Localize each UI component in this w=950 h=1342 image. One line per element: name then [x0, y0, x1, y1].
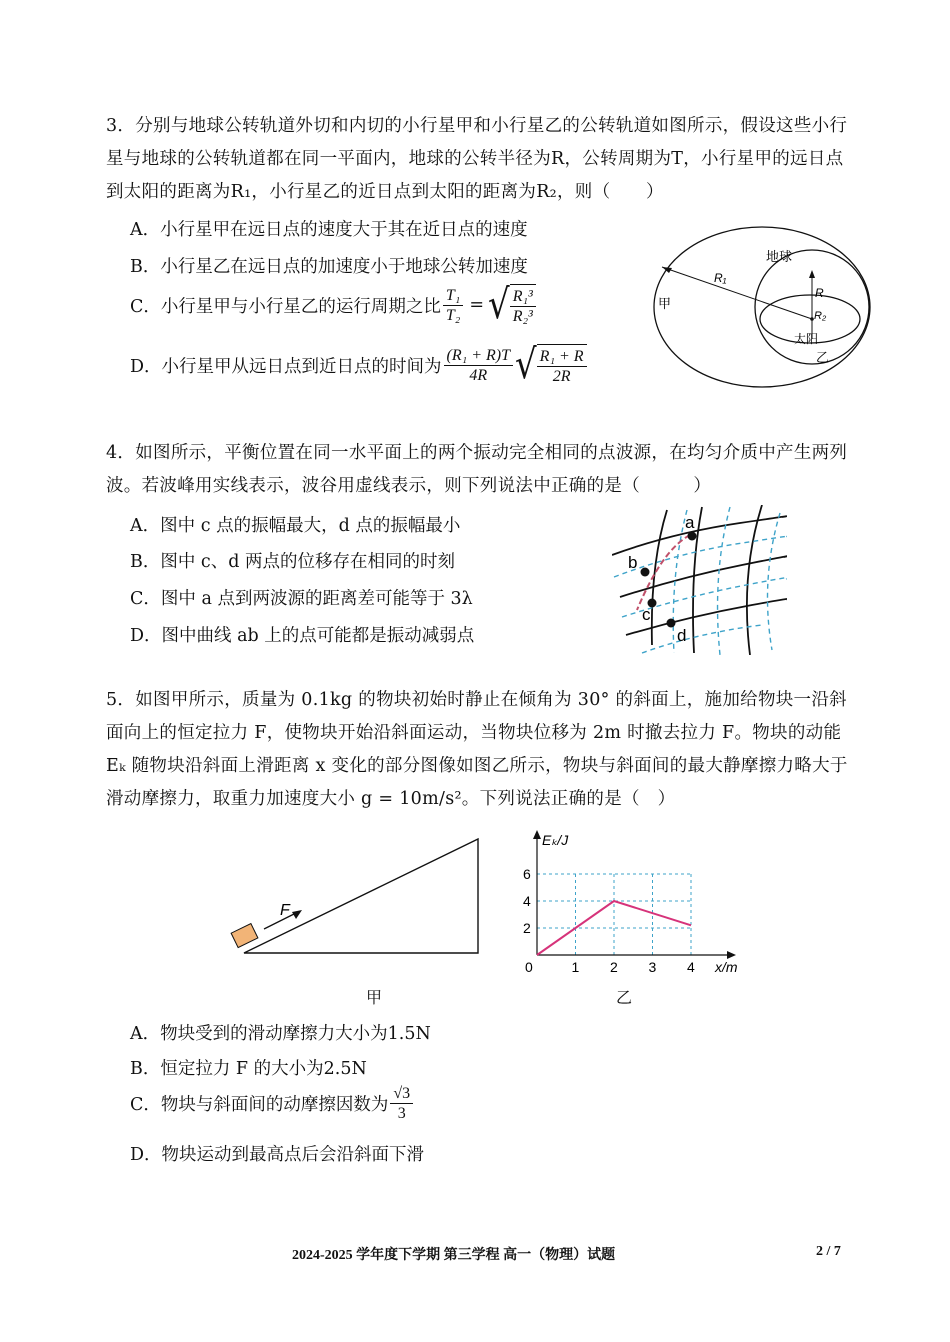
chart-grid [537, 874, 691, 955]
q4-option-a: A．图中 c 点的振幅最大，d 点的振幅最小 [130, 516, 461, 536]
q4-option-c: C．图中 a 点到两波源的距离差可能等于 3λ [130, 589, 473, 609]
earth-label: 地球 [766, 249, 793, 264]
incline [244, 839, 478, 953]
frac-numerator: √3 [390, 1084, 413, 1104]
q4-stem: 4．如图所示，平衡位置在同一水平面上的两个振动完全相同的点波源，在均匀介质中产生两列波。若波峰用实线表示，波谷用虚线表示，则下列说法中正确的是（ ） [106, 443, 848, 496]
point-b [641, 568, 650, 577]
origin-label: 0 [525, 959, 533, 975]
point-d [667, 619, 676, 628]
label-d: d [677, 626, 687, 645]
sqrt-denominator: R₂³ [512, 308, 533, 325]
label-c: c [642, 605, 651, 624]
orbit-diagram [650, 222, 875, 392]
x-tick-label: 4 [687, 959, 695, 975]
q3-option-d-sqrt: √ $\frac{\text{R₁ + R}}{2R}$ [515, 344, 587, 386]
sqrt-numerator: R₁ + R [537, 347, 587, 367]
sqrt-denominator: 2R [552, 368, 571, 385]
r1-line [662, 267, 812, 319]
frac-denominator: 3 [397, 1105, 406, 1122]
q3-option-d [130, 341, 587, 389]
x-tick-label: 2 [610, 959, 618, 975]
footer-title: 2024-2025 学年度下学期 第三学程 高一（物理）试题 [292, 1248, 616, 1263]
q5-option-c [130, 1084, 415, 1123]
yi-label: 乙 [816, 350, 830, 365]
q3-stem: 3．分别与地球公转轨道外切和内切的小行星甲和小行星乙的公转轨道如图所示，假设这些小行星与地球的公转轨道都在同一平面内，地球的公转半径为R，公转周期为T，小行星甲的远日点到太阳的距离为R₁，小行星乙的近日点到太阳的距离为R₂，则（ ） [106, 116, 848, 202]
trough-line-3 [642, 625, 762, 653]
fig-yi-label: 乙 [616, 988, 633, 1007]
q5-option-d: D．物块运动到最高点后会沿斜面下滑 [130, 1145, 425, 1165]
trough-line-1 [614, 536, 787, 577]
q3-option-c: C．小行星甲与小行星乙的运行周期之比 $\frac{\text{T₁}}{\text{T₂}}$ = √ $\frac{\text{R₁³}}{\text{R₂³}}$ [130, 284, 536, 326]
block [231, 924, 258, 948]
x-axis-label: x/m [715, 959, 738, 975]
label-a: a [685, 513, 695, 532]
q4-option-b: B．图中 c、d 两点的位移存在相同的时刻 [130, 552, 455, 572]
orbit-jia [654, 227, 870, 387]
incline-diagram [230, 833, 490, 963]
r-arrow [809, 270, 815, 278]
q4-option-d: D．图中曲线 ab 上的点可能都是振动减弱点 [130, 626, 475, 646]
wave-diagram [612, 505, 787, 655]
frac-numerator: T₁ [443, 286, 463, 306]
q3-option-d-fraction [444, 346, 513, 385]
y-axis-arrow [533, 830, 541, 839]
trough-line-5 [718, 507, 730, 655]
q5-option-c-fraction [390, 1084, 413, 1123]
x-tick-label: 1 [571, 959, 580, 975]
q5-option-b: B．恒定拉力 F 的大小为2.5N [130, 1059, 367, 1079]
r2-label: R₂ [814, 310, 827, 322]
q3-option-c-sqrt: √ $\frac{\text{R₁³}}{\text{R₂³}}$ [488, 284, 536, 326]
x-tick-label: 3 [648, 959, 657, 975]
page-number: 2 / 7 [816, 1244, 841, 1259]
y-axis-label: Eₖ/J [542, 832, 569, 848]
r1-arrow [662, 267, 672, 273]
trough-line-6 [768, 513, 781, 650]
force-arrowhead [292, 910, 302, 919]
y-tick-label: 4 [523, 893, 531, 909]
chart-ticks [523, 866, 695, 975]
q3-option-a: A．小行星甲在远日点的速度大于其在近日点的速度 [130, 220, 528, 240]
y-tick-label: 6 [523, 866, 531, 882]
q3-option-c-fraction [443, 286, 463, 325]
q5-option-a: A．物块受到的滑动摩擦力大小为1.5N [130, 1024, 431, 1044]
frac-denominator: T₂ [445, 306, 461, 324]
fig-jia-label: 甲 [366, 988, 383, 1007]
force-label: F [280, 902, 290, 919]
q5-stem: 5．如图甲所示，质量为 0.1kg 的物块初始时静止在倾角为 30° 的斜面上，施加给物块一沿斜面向上的恒定拉力 F，使物块开始沿斜面运动，当物块位移为 2m 时撤去拉力 F。物块的动能 Eₖ 随物块沿斜面上滑距离 x 变化的部分图像如图乙所示，物块与斜面间的最大静摩擦力略大于滑动摩擦力，取重力加速度大小 g = 10m/s²。下列说法正确的是（ ） [106, 690, 848, 809]
r1-label: R₁ [714, 271, 727, 285]
q5-option-c-text: C．物块与斜面间的动摩擦因数为 [130, 1095, 389, 1115]
sqrt-numerator: R₁³ [510, 287, 536, 307]
sun-label: 太阳 [794, 332, 819, 346]
jia-label: 甲 [658, 296, 672, 311]
q3-option-b: B．小行星乙在远日点的加速度小于地球公转加速度 [130, 257, 528, 277]
r-label: R [815, 286, 824, 300]
ek-chart [510, 825, 760, 985]
label-b: b [628, 553, 638, 572]
q3-option-d-text: D．小行星甲从远日点到近日点的时间为 [130, 356, 442, 377]
point-a [688, 532, 697, 541]
y-tick-label: 2 [523, 920, 531, 936]
x-axis-arrow [727, 951, 736, 959]
frac-numerator: (R₁ + R)T [444, 346, 513, 366]
q3-option-c-text: C．小行星甲与小行星乙的运行周期之比 [130, 296, 441, 317]
frac-denominator: 4R [469, 366, 488, 384]
crest-line-6 [747, 505, 762, 655]
